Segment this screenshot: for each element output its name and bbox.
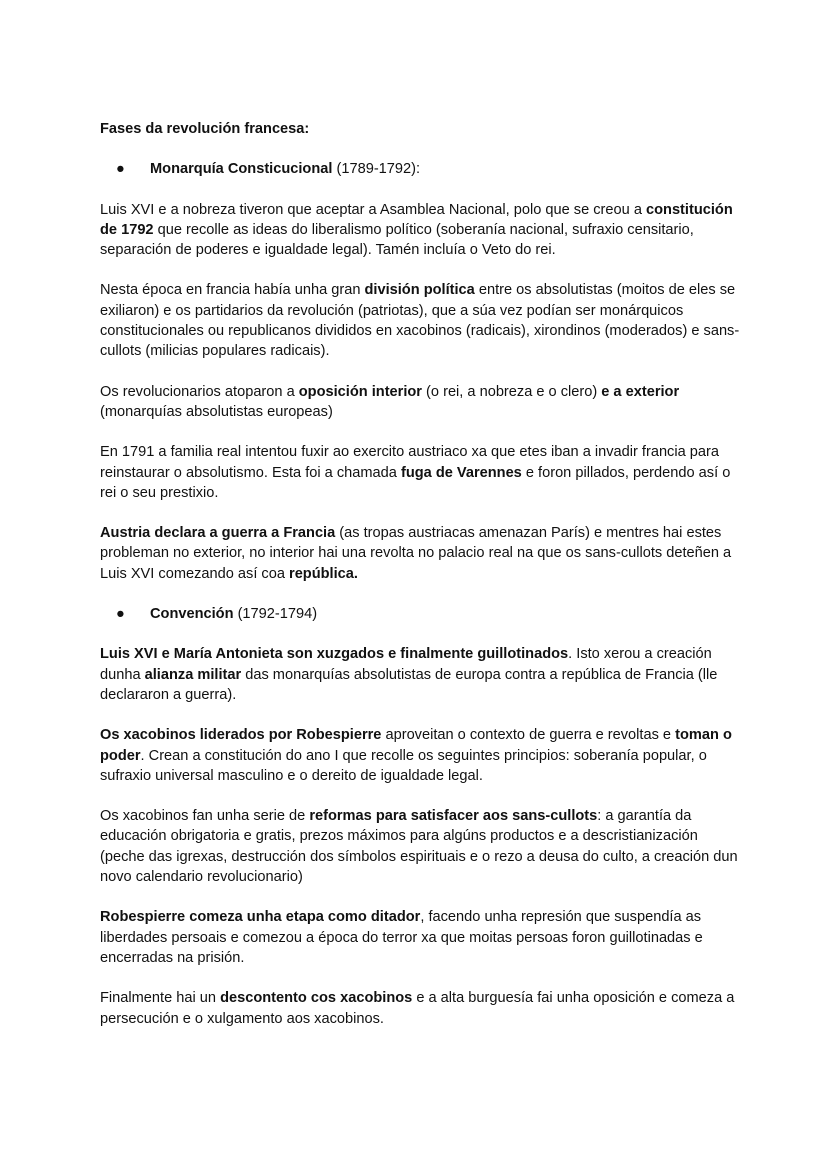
- bold-text: Robespierre comeza unha etapa como ditador: [100, 909, 421, 926]
- bullet-dot-icon: ●: [116, 161, 125, 178]
- paragraph: [100, 442, 740, 503]
- bullet-convencion: [100, 604, 740, 624]
- bullet-label: Monarquía Consticucional: [150, 161, 333, 178]
- bold-text: alianza militar: [144, 666, 242, 683]
- document-title: Fases da revolución francesa:: [100, 121, 310, 137]
- text-run: e a alta burguesía fai unha oposición e comeza a persecución e o xulgamento aos xacobinos.: [100, 990, 735, 1027]
- paragraph: [100, 907, 740, 968]
- text-run: . Crean a constitución do ano I que recolle os seguintes principios: soberanía popular, o sufraxio universal masculino e o dereito de igualdade legal.: [100, 747, 707, 784]
- bold-text: descontento cos xacobinos: [220, 990, 413, 1007]
- paragraph: [100, 382, 740, 423]
- text-run: aproveitan o contexto de guerra e revoltas e: [381, 727, 676, 744]
- bold-text: república.: [289, 565, 358, 582]
- bullet-dates: (1789-1792):: [332, 161, 421, 178]
- text-run: Os revolucionarios atoparon a: [100, 383, 299, 400]
- text-run: (as tropas austriacas amenazan París) e mentres hai estes probleman no exterior, no interior hai una revolta no palacio real na que os sans-cullots deteñen a Luis XVI comezando así coa: [100, 525, 732, 582]
- paragraph: [100, 200, 740, 261]
- text-run: e foron pillados, perdendo así o rei o seu prestixio.: [100, 464, 731, 501]
- bold-text: Austria declara a guerra a Francia: [100, 525, 336, 542]
- text-run: (o rei, a nobreza e o clero): [422, 383, 602, 400]
- text-run: Finalmente hai un: [100, 990, 221, 1007]
- bold-text: Os xacobinos liderados por Robespierre: [100, 727, 382, 744]
- text-run: : a garantía da educación obrigatoria e gratis, prezos máximos para algúns productos e a descristianización (peche das igrexas, destrucción dos símbolos espirituais e o rezo a deusa do culto, a creación dun novo calendario revolucionario): [100, 808, 738, 886]
- bold-text: toman o poder: [100, 727, 732, 764]
- paragraph: [100, 988, 740, 1029]
- bold-text: Luis XVI e María Antonieta son xuzgados e finalmente guillotinados: [100, 646, 569, 663]
- bullet-dates: (1792-1794): [233, 606, 318, 623]
- paragraph: [100, 523, 740, 584]
- paragraph: [100, 806, 740, 887]
- bullet-dot-icon: ●: [116, 606, 125, 623]
- document-page: [100, 119, 740, 1029]
- text-run: Luis XVI e a nobreza tiveron que aceptar a Asamblea Nacional, polo que se creou a: [100, 201, 646, 218]
- paragraph: [100, 725, 740, 786]
- bold-text: reformas para satisfacer aos sans-cullots: [309, 808, 598, 825]
- text-run: En 1791 a familia real intentou fuxir ao exercito austriaco xa que etes iban a invadir francia para reinstaurar o absolutismo. Esta foi a chamada: [100, 444, 719, 481]
- text-run: . Isto xerou a creación dunha: [100, 646, 712, 683]
- paragraph: [100, 644, 740, 705]
- text-run: (monarquías absolutistas europeas): [100, 403, 333, 420]
- text-run: Nesta época en francia había unha gran: [100, 282, 365, 299]
- text-run: das monarquías absolutistas de europa contra a república de Francia (lle declararon a guerra).: [100, 666, 718, 703]
- text-run: que recolle as ideas do liberalismo político (soberanía nacional, sufraxio censitario, separación de poderes e igualdade legal). Tamén incluía o Veto do rei.: [100, 221, 694, 259]
- text-run: entre os absolutistas (moitos de eles se exiliaron) e os partidarios da revolución (patriotas), que a súa vez podían ser monárquicos constitucionales ou republicanos divididos en xacobinos (radicais), xirondinos (moderados) e sans-cullots (milicias populares radicais).: [100, 282, 740, 360]
- bold-text: oposición interior: [298, 383, 422, 400]
- bullet-label: Convención: [150, 606, 234, 623]
- bullet-monarquia: [100, 159, 740, 179]
- bold-text: e a exterior: [601, 383, 680, 400]
- text-run: , facendo unha represión que suspendía as liberdades persoais e comezou a época do terror xa que moitas persoas foron guillotinadas e encerradas na prisión.: [100, 909, 703, 966]
- bold-text: fuga de Varennes: [400, 464, 522, 481]
- paragraph: [100, 280, 740, 361]
- text-run: Os xacobinos fan unha serie de: [100, 808, 310, 825]
- bold-text: división política: [364, 282, 475, 299]
- bold-text: constitución de 1792: [100, 201, 733, 238]
